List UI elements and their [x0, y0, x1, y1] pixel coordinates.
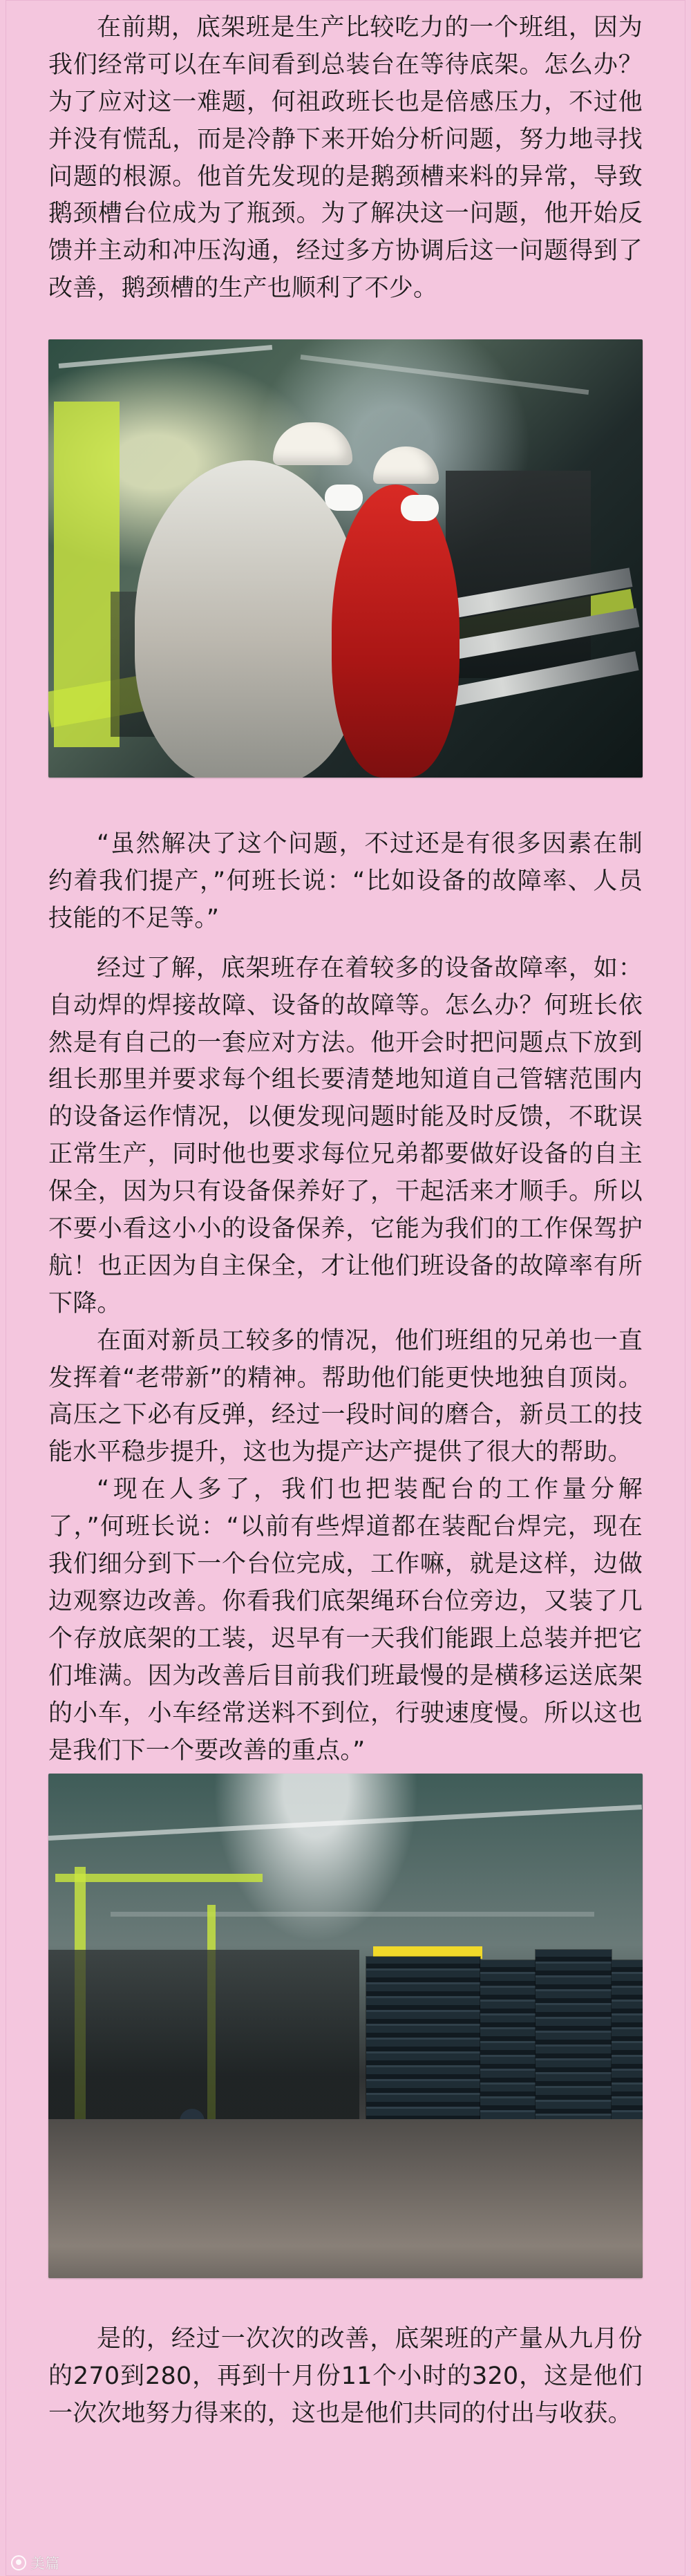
- meipian-watermark: [11, 2553, 59, 2573]
- production-line-machinery: [48, 1950, 359, 2130]
- white-hard-hat: [373, 446, 439, 484]
- article-paragraph-5: “现在人多了，我们也把装配台的工作量分解了，”何班长说：“以前有些焊道都在装配台焊完，现在我们细分到下一个台位完成，工作嘛，就是这样，边做边观察边改善。你看我们底架绳环台位旁边，又装了几个存放底架的工装，迟早有一天我们能跟上总装并把它们堆满。因为改善后目前我们班最慢的是横移运送底架的小车，小车经常送料不到位，行驶速度慢。所以这也是我们下一个要改善的重点。”: [48, 1476, 643, 1765]
- face-mask: [401, 495, 439, 521]
- worker-in-red: [332, 485, 460, 778]
- chassis-storage-photo: [48, 1774, 643, 2278]
- face-mask: [325, 485, 363, 511]
- watermark-label: 美篇: [30, 2555, 59, 2572]
- article-content: [48, 10, 643, 2433]
- ceiling-beam: [48, 1805, 642, 1841]
- green-crane-beam: [55, 1874, 263, 1882]
- ceiling-beam: [111, 1912, 594, 1917]
- article-paragraph-4: 在面对新员工较多的情况，他们班组的兄弟也一直发挥着“老带新”的精神。帮助他们能更快地独自顶岗。高压之下必有反弹，经过一段时间的磨合，新员工的技能水平稳步提升，这也为提产达产提供了很大的帮助。: [48, 1326, 643, 1467]
- worker-in-white: [135, 460, 363, 778]
- ceiling-light: [301, 355, 589, 395]
- article-paragraph-6: 是的，经过一次次的改善，底架班的产量从九月份的270到280，再到十月份11个小时的320，这是他们一次次地努力得来的，这也是他们共同的付出与收获。: [48, 2325, 643, 2428]
- factory-workers-photo: [48, 339, 643, 778]
- article-paragraph-1: 在前期，底架班是生产比较吃力的一个班组，因为我们经常可以在车间看到总装台在等待底架。怎么办？为了应对这一难题，何祖政班长也是倍感压力，不过他并没有慌乱，而是冷静下来开始分析问题，努力地寻找问题的根源。他首先发现的是鹅颈槽来料的异常，导致鹅颈槽台位成为了瓶颈。为了解决这一问题，他开始反馈并主动和冲压沟通，经过多方协调后这一问题得到了改善，鹅颈槽的生产也顺利了不少。: [48, 14, 643, 303]
- factory-floor: [48, 2119, 643, 2278]
- ceiling-light: [59, 345, 272, 368]
- meipian-logo-icon: [11, 2555, 26, 2570]
- white-hard-hat: [273, 422, 352, 465]
- article-paragraph-2: “虽然解决了这个问题，不过还是有很多因素在制约着我们提产，”何班长说：“比如设备的故障率、人员技能的不足等。”: [48, 830, 643, 932]
- article-paragraph-3: 经过了解，底架班存在着较多的设备故障率，如：自动焊的焊接故障、设备的故障等。怎么办？何班长依然是有自己的一套应对方法。他开会时把问题点下放到组长那里并要求每个组长要清楚地知道自己管辖范围内的设备运作情况，以便发现问题时能及时反馈，不耽误正常生产，同时他也要求每位兄弟都要做好设备的自主保全，因为只有设备保养好了，干起活来才顺手。所以不要小看这小小的设备保养，它能为我们的工作保驾护航！也正因为自主保全，才让他们班设备的故障率有所下降。: [48, 954, 643, 1317]
